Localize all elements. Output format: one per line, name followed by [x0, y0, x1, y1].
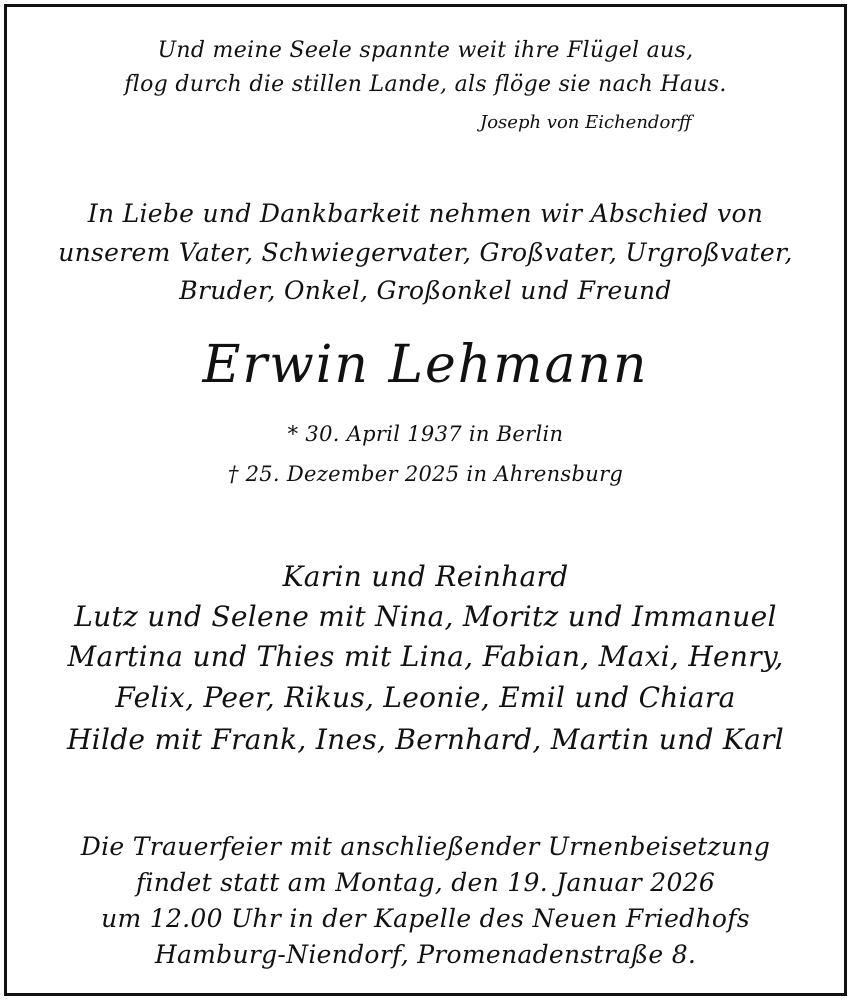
poem-author: Joseph von Eichendorff [480, 112, 692, 133]
poem-line-2: flog durch die stillen Lande, als flöge sie nach Haus. [124, 72, 727, 97]
service-line-3: um 12.00 Uhr in der Kapelle des Neuen Friedhofs [101, 904, 750, 933]
family-line-4: Felix, Peer, Rikus, Leonie, Emil und Chiara [115, 681, 736, 714]
family-line-3: Martina und Thies mit Lina, Fabian, Maxi, Henry, [67, 640, 784, 673]
family-line-2: Lutz und Selene mit Nina, Moritz und Immanuel [74, 600, 777, 633]
poem-line-1: Und meine Seele spannte weit ihre Flügel aus, [157, 38, 694, 63]
intro-line-3: Bruder, Onkel, Großonkel und Freund [179, 276, 672, 305]
deceased-name: Erwin Lehmann [202, 335, 649, 395]
intro-line-1: In Liebe und Dankbarkeit nehmen wir Abschied von [87, 199, 764, 228]
family-line-1: Karin und Reinhard [282, 560, 569, 593]
service-line-2: findet statt am Montag, den 19. Januar 2026 [135, 868, 716, 897]
family-line-5: Hilde mit Frank, Ines, Bernhard, Martin und Karl [66, 723, 785, 756]
service-line-1: Die Trauerfeier mit anschließender Urnenbeisetzung [80, 832, 771, 861]
intro-line-2: unserem Vater, Schwiegervater, Großvater, Urgroßvater, [58, 238, 793, 267]
birth-date: * 30. April 1937 in Berlin [287, 422, 564, 446]
death-date: † 25. Dezember 2025 in Ahrensburg [227, 462, 624, 486]
service-line-4: Hamburg-Niendorf, Promenadenstraße 8. [154, 940, 697, 969]
